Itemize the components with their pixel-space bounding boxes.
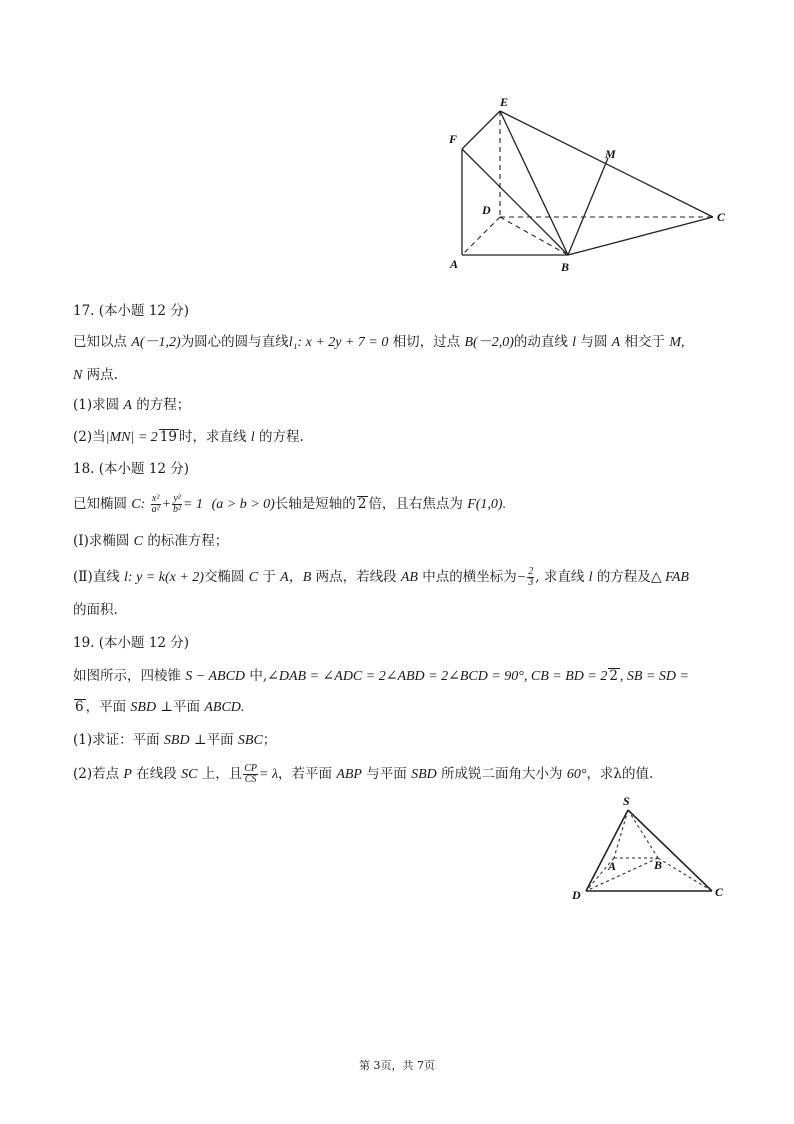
- label-A: A: [608, 859, 617, 873]
- q18-text-line1: 已知椭圆 C: $\frac{\text{x²}}{\text{a²}}$ + $\frac{\text{y²}}{\text{b²}}$ = 1 (a > b > 0)长轴是短轴的 2 倍，且右焦点为 F(1,0).: [73, 493, 507, 515]
- label-D: D: [482, 203, 491, 217]
- edge-BC: [658, 858, 712, 891]
- edge-EC: [500, 111, 713, 217]
- q17-heading: 17. (本小题 12 分): [73, 303, 190, 319]
- fraction-CP-CS: $\frac{CP}{CS}$: [244, 763, 257, 785]
- label-C: C: [717, 210, 726, 224]
- q18-part2-cont: 的面积.: [73, 602, 118, 618]
- edge-FE: [462, 111, 500, 149]
- q17-text-line1: 已知以点 A(－1,2)为圆心的圆与直线l₁: x + 2y + 7 = 0 相切，过点 B(－2,0)的动直线 l 与圆 A 相交于 M,: [73, 334, 685, 350]
- q17-part1: (1)求圆 A 的方程；: [73, 397, 191, 413]
- edge-BD: [586, 858, 658, 891]
- label-B: B: [654, 858, 663, 872]
- label-E: E: [500, 95, 509, 109]
- q19-part2: (2)若点 P 在线段 SC 上，且 $\frac{CP}{CS}$ = λ，若平面 ABP 与平面 SBD 所成锐二面角大小为 60°，求λ的值.: [73, 763, 654, 785]
- edge-DB: [500, 217, 568, 255]
- label-A: A: [450, 257, 459, 271]
- label-B: B: [561, 260, 570, 274]
- edge-DA: [462, 217, 500, 255]
- q19-text-line2: 6 ，平面 SBD ⊥平面 ABCD.: [75, 699, 245, 715]
- q18-part1: (Ⅰ)求椭圆 C 的标准方程；: [73, 533, 229, 549]
- fraction-2-3: $\frac{2}{3}$: [528, 566, 534, 588]
- label-D: D: [572, 888, 581, 902]
- fraction-y2-b2: $\frac{\text{y²}}{\text{b²}}$: [173, 493, 182, 515]
- figure-polyhedron: [440, 90, 740, 280]
- q19-part1: (1)求证：平面 SBD ⊥平面 SBC；: [73, 732, 277, 748]
- q18-heading: 18. (本小题 12 分): [73, 461, 190, 477]
- page-footer: 第 3页，共 7页: [359, 1059, 435, 1072]
- q19-text-line1: 如图所示，四棱锥 S − ABCD 中,∠DAB = ∠ADC = 2∠ABD = 2∠BCD = 90°, CB = BD = 2 2 , SB = SD =: [73, 668, 689, 684]
- q17-part2: (2)当|MN| = 2 19 时，求直线 l 的方程.: [73, 429, 304, 445]
- label-M: M: [605, 147, 616, 161]
- sqrt-2: 2: [357, 496, 367, 512]
- fraction-x2-a2: $\frac{\text{x²}}{\text{a²}}$: [151, 493, 160, 515]
- q18-part2: (Ⅱ)直线 l: y = k(x + 2)交椭圆 C 于 A，B 两点，若线段 AB 中点的横坐标为− $\frac{2}{3}$ , 求直线 l 的方程及△ FAB: [73, 566, 689, 588]
- sqrt-2b: 2: [609, 668, 618, 684]
- figure-pyramid: [566, 792, 736, 907]
- edge-BM: [568, 158, 608, 255]
- edge-BC: [568, 217, 713, 255]
- edge-SC: [628, 810, 712, 891]
- label-C: C: [715, 885, 724, 899]
- edge-EB: [500, 111, 568, 255]
- q19-heading: 19. (本小题 12 分): [73, 635, 190, 651]
- sqrt-19: 19: [159, 429, 177, 445]
- label-F: F: [449, 132, 458, 146]
- sqrt-6: 6: [75, 699, 84, 715]
- edge-SD: [586, 810, 628, 891]
- label-S: S: [623, 794, 630, 808]
- q17-text-line2: N 两点.: [73, 367, 118, 383]
